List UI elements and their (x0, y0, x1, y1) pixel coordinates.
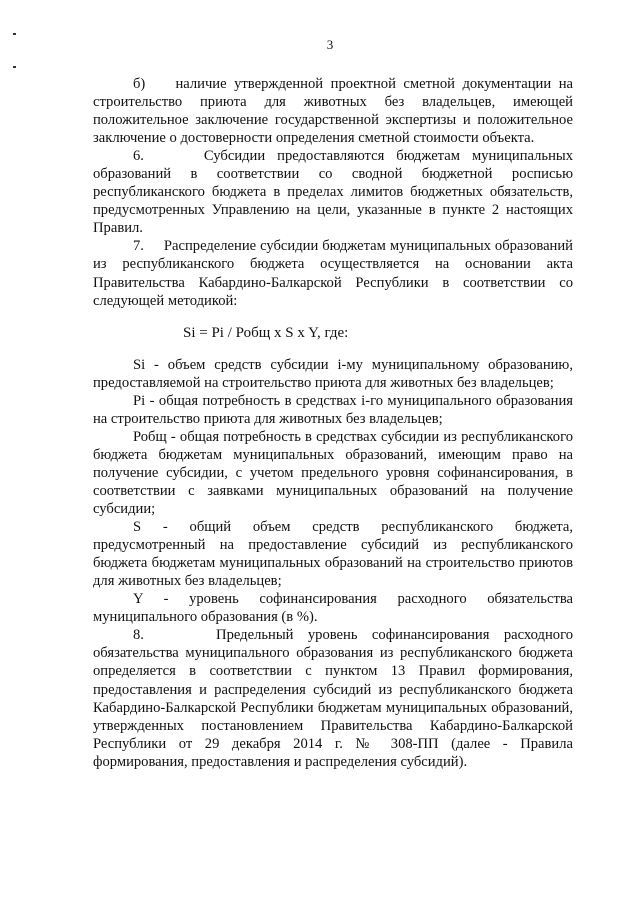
definition-pi: Pi - общая потребность в средствах i-го муниципального образования на строительство приюта для животных без владельцев; (93, 392, 573, 427)
definition-robsch: Робщ - общая потребность в средствах субсидии из республиканского бюджета бюджетам муниципальных образований, имеющим право на получение субсидии, с учетом предельного уровня софинансирования, в соответствии с заявками муниципальных образований на получение субсидии; (93, 428, 573, 518)
paragraph-8: 8. Предельный уровень софинансирования расходного обязательства муниципального образования из республиканского бюджета определяется в соответствии с пунктом 13 Правил формирования, предоставления и распределения субсидий из республиканского бюджета Кабардино-Балкарской Республики бюджетам муниципальных образований, утвержденных постановлением Правительства Кабардино-Балкарской Республики от 29 декабря 2014 г. № 308-ПП (далее - Правила формирования, предоставления и распределения субсидий). (93, 627, 573, 770)
definition-si: Si - объем средств субсидии i-му муниципальному образованию, предоставляемой на строительство приюта для животных без владельцев; (93, 356, 573, 391)
scan-mark (13, 33, 16, 35)
definition-s: S - общий объем средств республиканского бюджета, предусмотренный на предоставление субсидий из республиканского бюджета бюджетам муниципальных образований на строительство приютов для животных без владельцев; (93, 519, 573, 590)
definition-y: Y - уровень софинансирования расходного обязательства муниципального образования (в %). (93, 591, 573, 626)
paragraph-7: 7. Распределение субсидии бюджетам муниципальных образований из республиканского бюджета осуществляется на основании акта Правительства Кабардино-Балкарской Республики в соответствии со следующей методикой: (93, 238, 573, 309)
document-body (93, 75, 573, 771)
page-number: 3 (326, 37, 334, 52)
scan-mark (13, 66, 16, 68)
paragraph-6: 6. Субсидии предоставляются бюджетам муниципальных образований в соответствии со сводной бюджетной росписью республиканского бюджета в пределах лимитов бюджетных обязательств, предусмотренных Управлению на цели, указанные в пункте 2 настоящих Правил. (93, 148, 573, 237)
formula: Si = Pi / Робщ x S x Y, где: (183, 324, 349, 341)
paragraph-b: б) наличие утвержденной проектной сметной документации на строительство приюта для животных без владельцев, имеющей положительное заключение государственной экспертизы и положительное заключение о достоверности определения сметной стоимости объекта. (93, 76, 573, 147)
